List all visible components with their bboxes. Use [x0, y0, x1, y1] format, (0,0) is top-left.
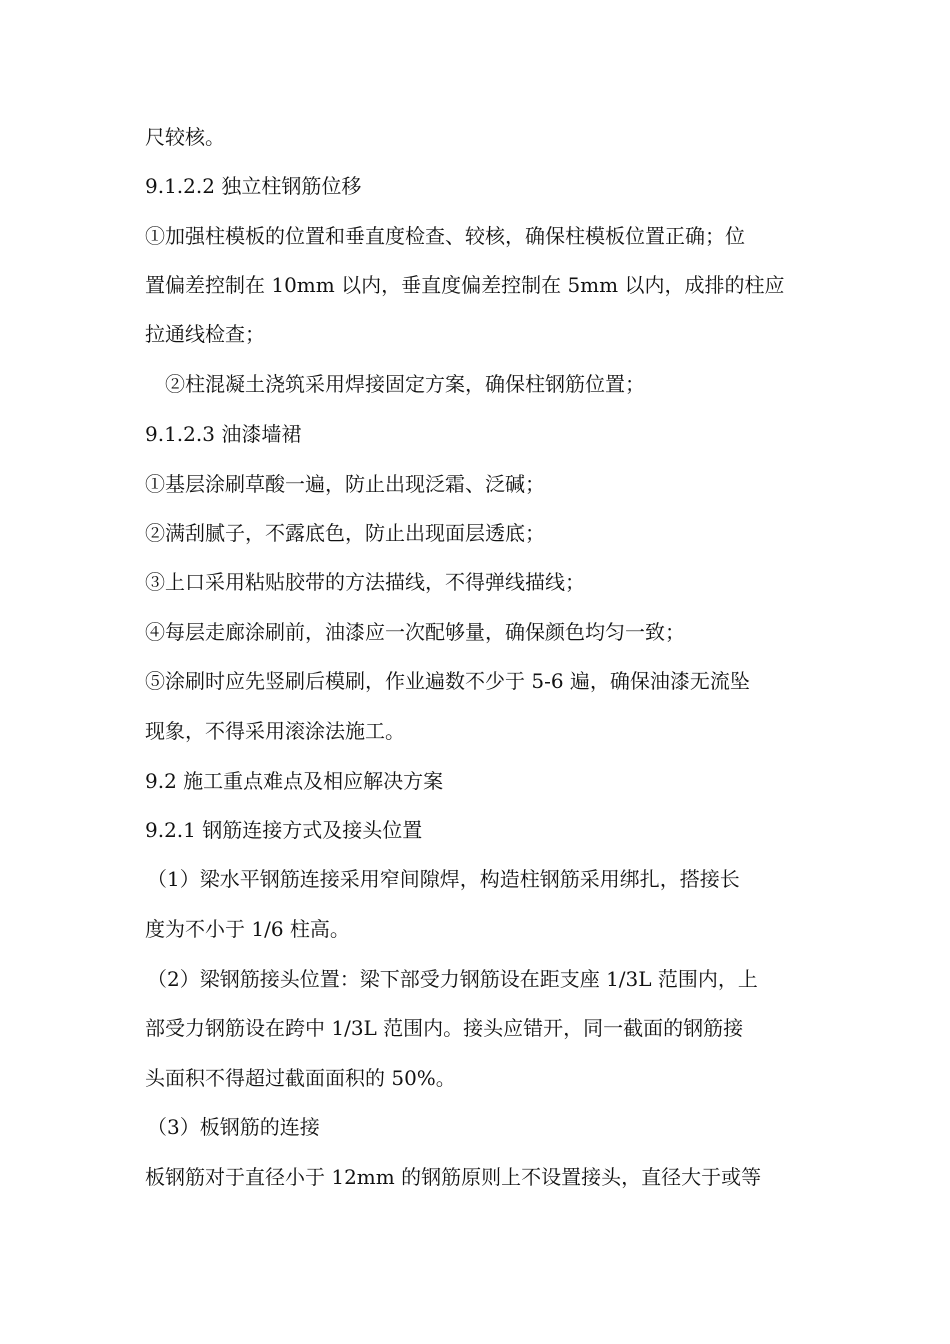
text-line: ③上口采用粘贴胶带的方法描线，不得弹线描线； [145, 570, 585, 594]
text-line: 度为不小于 1/6 柱高。 [145, 917, 350, 941]
text-line: ④每层走廊涂刷前，油漆应一次配够量，确保颜色均匀一致； [145, 620, 685, 644]
text-line: 部受力钢筋设在跨中 1/3L 范围内。接头应错开，同一截面的钢筋接 [145, 1016, 744, 1040]
text-line: （2）梁钢筋接头位置：梁下部受力钢筋设在距支座 1/3L 范围内，上 [147, 967, 758, 991]
text-line: 头面积不得超过截面面积的 50%。 [145, 1066, 456, 1090]
text-line: 板钢筋对于直径小于 12mm 的钢筋原则上不设置接头，直径大于或等 [145, 1165, 762, 1189]
text-line: 拉通线检查； [145, 322, 265, 346]
text-line: 现象，不得采用滚涂法施工。 [145, 719, 405, 743]
text-line: （1）梁水平钢筋连接采用窄间隙焊，构造柱钢筋采用绑扎，搭接长 [147, 867, 740, 891]
section-heading: 9.1.2.3 油漆墙裙 [145, 422, 302, 446]
text-line: 尺较核。 [145, 125, 225, 149]
text-line: ②柱混凝土浇筑采用焊接固定方案，确保柱钢筋位置； [165, 372, 645, 396]
text-line: ①加强柱模板的位置和垂直度检查、较核，确保柱模板位置正确；位 [145, 224, 745, 248]
text-line: ①基层涂刷草酸一遍，防止出现泛霜、泛碱； [145, 472, 545, 496]
section-heading: 9.2 施工重点难点及相应解决方案 [145, 769, 444, 793]
text-line: 置偏差控制在 10mm 以内，垂直度偏差控制在 5mm 以内，成排的柱应 [145, 273, 785, 297]
section-heading: 9.1.2.2 独立柱钢筋位移 [145, 174, 362, 198]
text-line: （3）板钢筋的连接 [147, 1115, 320, 1139]
text-line: ⑤涂刷时应先竖刷后模刷，作业遍数不少于 5-6 遍，确保油漆无流坠 [145, 669, 750, 693]
section-heading: 9.2.1 钢筋连接方式及接头位置 [145, 818, 423, 842]
text-line: ②满刮腻子，不露底色，防止出现面层透底； [145, 521, 545, 545]
